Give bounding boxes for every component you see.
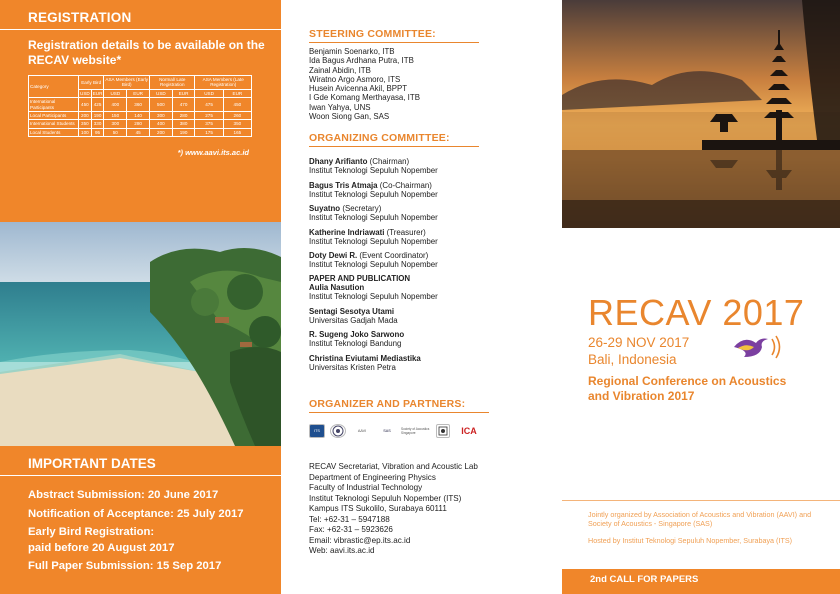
table-cell-value: 470 — [172, 98, 195, 112]
member-institution: Institut Teknologi Sepuluh Nopember — [309, 259, 438, 269]
member-institution: Institut Teknologi Sepuluh Nopember — [309, 213, 438, 223]
steering-committee — [309, 28, 562, 121]
table-header-category: Category — [29, 76, 79, 98]
date-item: Early Bird Registration: — [28, 526, 155, 538]
steering-member: Husein Avicenna Akil, BPPT — [309, 84, 408, 94]
table-cell-value: 95 — [91, 128, 104, 136]
contact-line: Fax: +62-31 – 5923626 — [309, 525, 393, 534]
ica-logo: ICA — [461, 426, 477, 436]
table-row — [29, 112, 252, 120]
registration-heading: REGISTRATION — [28, 10, 132, 25]
organizing-divider — [309, 146, 479, 147]
contact-line: Institut Teknologi Sepuluh Nopember (ITS) — [309, 493, 462, 503]
contact-line: Tel: +62-31 – 5947188 — [309, 514, 390, 524]
organizing-member — [309, 228, 562, 246]
organizing-list — [309, 157, 562, 371]
table-cell-value: 175 — [195, 128, 223, 136]
member-role: (Co-Chairman) — [377, 180, 432, 190]
table-cell-value: 400 — [104, 98, 127, 112]
table-cell-value: 330 — [91, 120, 104, 128]
member-name: Christina Eviutami Mediastika — [309, 353, 421, 363]
table-currency-header: EUR — [172, 89, 195, 97]
table-currency-header: USD — [80, 90, 90, 96]
table-cell-value: 100 — [79, 128, 92, 136]
organizer-note — [588, 510, 824, 553]
member-institution: Institut Teknologi Sepuluh Nopember — [309, 292, 438, 302]
table-cell-value: 280 — [172, 112, 195, 120]
hosted-by-text: Hosted by Institut Teknologi Sepuluh Nopember, Surabaya (ITS) — [588, 536, 793, 545]
table-currency-header: USD — [104, 89, 127, 97]
left-panel — [0, 0, 281, 594]
table-cell-value: 300 — [150, 112, 173, 120]
steering-member: Benjamin Soenarko, ITB — [309, 47, 395, 56]
member-name: Katherine Indriawati — [309, 227, 385, 237]
date-item: Notification of Acceptance: 25 July 2017 — [28, 507, 244, 520]
partner-logos — [309, 421, 489, 441]
contact-block — [309, 462, 478, 557]
aavi-seal-logo — [330, 424, 346, 438]
seal-logo — [436, 424, 450, 438]
contact-line: RECAV Secretariat, Vibration and Acoustic Lab — [309, 462, 478, 471]
table-row — [29, 98, 252, 112]
table-row — [29, 120, 252, 128]
steering-member: Woon Siong Gan, SAS — [309, 112, 390, 122]
table-cell-value: 190 — [91, 112, 104, 120]
table-cell-value: 260 — [223, 112, 251, 120]
its-logo: ITS — [309, 424, 325, 438]
steering-member: Wiratno Argo Asmoro, ITS — [309, 74, 401, 84]
steering-member: Iwan Yahya, UNS — [309, 102, 371, 112]
table-currency-header: EUR — [127, 89, 150, 97]
conference-name-line2: and Vibration 2017 — [588, 389, 695, 403]
date-item: Full Paper Submission: 15 Sep 2017 — [28, 560, 222, 572]
table-cell-value: 140 — [127, 112, 150, 120]
table-cell-value: 500 — [150, 98, 173, 112]
table-cell-value: 350 — [79, 120, 92, 128]
organizing-member — [309, 181, 562, 199]
conference-name-line1: Regional Conference on Acoustics — [588, 374, 787, 388]
call-for-papers-banner: 2nd CALL FOR PAPERS — [562, 569, 840, 594]
steering-member: I Gde Komang Merthayasa, ITB — [309, 93, 420, 103]
contact-email[interactable]: Email: vibrastic@ep.its.ac.id — [309, 535, 411, 545]
member-institution: Institut Teknologi Bandung — [309, 339, 402, 349]
table-cell-value: 275 — [195, 112, 223, 120]
date-item: paid before 20 August 2017 — [28, 541, 175, 554]
sas-text-logo: Society of Acoustics Singapore — [401, 427, 430, 435]
temple-photo — [562, 0, 840, 228]
member-name: Aulia Nasution — [309, 283, 365, 293]
table-cell-value: 50 — [104, 128, 127, 136]
member-name: Sentagi Sesotya Utami — [309, 306, 395, 316]
organizing-member — [309, 157, 562, 175]
table-cell-value: 450 — [79, 98, 92, 112]
registration-divider — [0, 29, 300, 30]
organizing-member — [309, 354, 562, 372]
table-group-header: Early Bird — [79, 76, 104, 90]
member-institution: Institut Teknologi Sepuluh Nopember — [309, 236, 438, 246]
conference-dates: 26-29 NOV 2017 — [588, 335, 690, 350]
date-item: Abstract Submission: 20 June 2017 — [28, 489, 219, 501]
important-dates-heading: IMPORTANT DATES — [28, 456, 156, 471]
organizing-committee — [309, 132, 562, 371]
member-role: (Treasurer) — [384, 227, 426, 237]
table-cell-value: 375 — [195, 120, 223, 128]
contact-line: Kampus ITS Sukolilo, Surabaya 60111 — [309, 504, 447, 513]
member-institution: Institut Teknologi Sepuluh Nopember — [309, 166, 438, 176]
table-cell-category: Local Students — [29, 128, 79, 136]
conference-location: Bali, Indonesia — [588, 352, 677, 367]
member-institution: Institut Teknologi Sepuluh Nopember — [309, 189, 438, 199]
registration-section — [0, 0, 281, 222]
organizing-member — [309, 307, 562, 325]
member-institution: Universitas Kristen Petra — [309, 362, 396, 372]
organizing-member — [309, 251, 562, 269]
table-cell-category: Local Participants — [29, 112, 79, 120]
member-name: Bagus Tris Atmaja — [309, 180, 378, 190]
organizing-member — [309, 330, 562, 348]
member-name: Doty Dewi R. — [309, 250, 358, 260]
table-currency-header: USD — [195, 89, 223, 97]
registration-note: *) www.aavi.its.ac.id — [177, 148, 249, 158]
table-cell-category: International Students — [29, 120, 79, 128]
table-cell-value: 45 — [127, 128, 150, 136]
table-currency-header: EUR — [223, 89, 251, 97]
table-cell-value: 360 — [127, 98, 150, 112]
jointly-organized-text: Jointly organized by Association of Acoustics and Vibration (AAVI) and Society of Acoustics - Singapore (SAS) — [588, 510, 812, 528]
table-cell-value: 200 — [79, 112, 92, 120]
steering-member: Ida Bagus Ardhana Putra, ITB — [309, 56, 414, 66]
table-cell-value: 165 — [223, 128, 251, 136]
important-dates-section — [0, 446, 281, 594]
right-panel — [562, 0, 840, 594]
table-cell-category: International Participants — [29, 98, 79, 112]
organizing-member — [309, 274, 562, 301]
table-cell-value: 475 — [195, 98, 223, 112]
member-name: PAPER AND PUBLICATION — [309, 274, 411, 284]
partners-heading: ORGANIZER AND PARTNERS: — [309, 398, 466, 410]
member-name: Dhany Arifianto — [309, 157, 368, 167]
table-cell-value: 380 — [172, 120, 195, 128]
member-name: R. Sugeng Joko Sarwono — [309, 330, 405, 340]
table-cell-value: 425 — [91, 98, 104, 112]
registration-fee-table — [28, 75, 252, 137]
contact-line: Department of Engineering Physics — [309, 472, 436, 482]
table-currency-header: USD — [150, 89, 173, 97]
member-institution: Universitas Gadjah Mada — [309, 315, 398, 325]
partners-section — [309, 398, 489, 441]
table-cell-value: 280 — [127, 120, 150, 128]
member-name: Suyatno — [309, 204, 341, 214]
member-role: (Chairman) — [367, 157, 410, 167]
table-currency-header: EUR — [92, 90, 103, 96]
table-group-header: ASA Members (Early Bird) — [105, 77, 149, 88]
registration-intro: Registration details to be available on the RECAV website* — [28, 38, 265, 67]
partners-divider — [309, 412, 489, 413]
beach-photo — [0, 222, 281, 446]
bird-sound-logo-icon — [730, 333, 788, 368]
steering-member: Zainal Abidin, ITB — [309, 65, 371, 75]
table-cell-value: 400 — [150, 120, 173, 128]
sas-logo: SAS — [383, 429, 391, 433]
table-cell-value: 350 — [223, 120, 251, 128]
organizing-heading: ORGANIZING COMMITTEE: — [309, 132, 450, 145]
table-cell-value: 190 — [172, 128, 195, 136]
table-cell-value: 450 — [223, 98, 251, 112]
member-role: (Event Coordinator) — [357, 250, 429, 260]
aavi-logo: AAVI — [357, 429, 367, 433]
middle-panel — [281, 0, 562, 594]
steering-heading: STEERING COMMITTEE: — [309, 28, 436, 40]
table-cell-value: 150 — [104, 112, 127, 120]
table-group-header: ASA Members (Late Registration) — [195, 76, 252, 90]
right-divider — [562, 500, 840, 501]
important-dates-divider — [0, 475, 300, 476]
table-group-header: Normal/ Late Registration — [150, 76, 195, 90]
organizing-member — [309, 204, 562, 222]
table-row — [29, 128, 252, 136]
contact-line: Faculty of Industrial Technology — [309, 483, 423, 492]
steering-divider — [309, 42, 479, 43]
member-role: (Secretary) — [340, 204, 382, 214]
table-cell-value: 300 — [104, 120, 127, 128]
conference-title: RECAV 2017 — [588, 292, 805, 333]
table-cell-value: 200 — [150, 128, 173, 136]
contact-web[interactable]: Web: aavi.its.ac.id — [309, 546, 375, 555]
